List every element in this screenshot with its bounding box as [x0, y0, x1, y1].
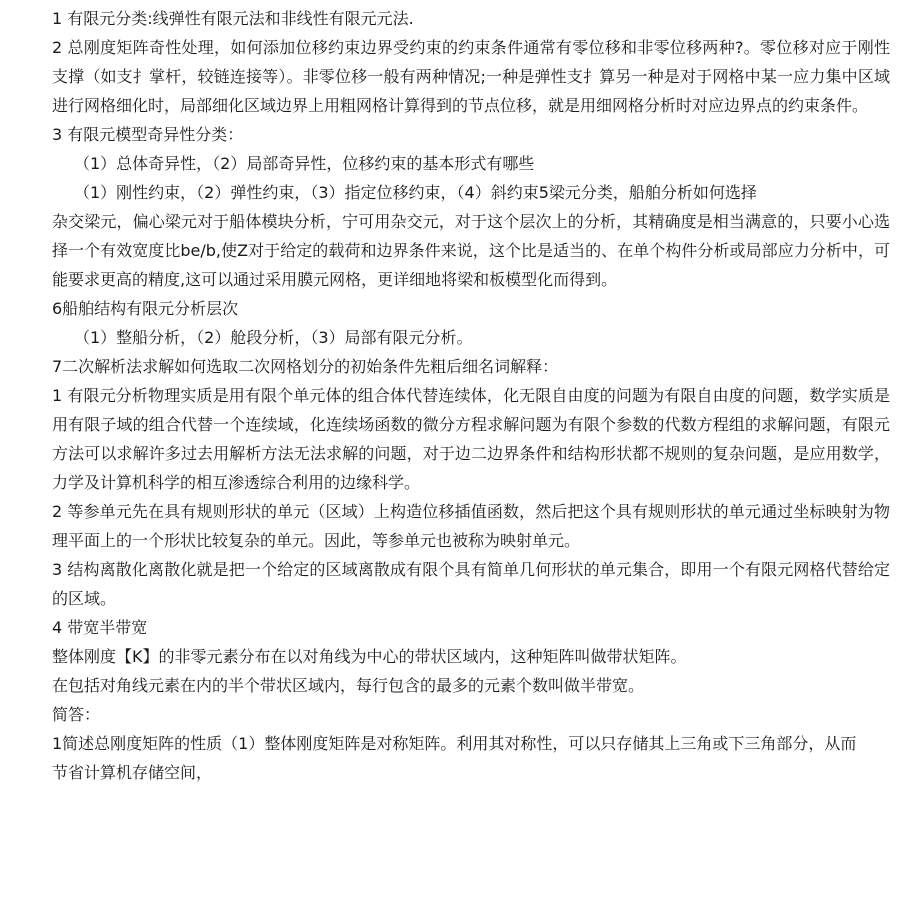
paragraph-singularity-heading: 3 有限元模型奇异性分类： — [52, 125, 244, 144]
document-page — [52, 4, 890, 787]
paragraph-analysis-levels-heading: 6船舶结构有限元分析层次 — [52, 299, 239, 318]
paragraph-stiffness-singularity: 2 总刚度矩阵奇性处理，如何添加位移约束边界受约束的约束条件通常有零位移和非零位移两种?。零位移对应于刚性支撑（如支扌掌杆，较链连接等）。非零位移一般有两种情况;一种是弹性支扌算另一种是对于网格中某一应力集中区域进行网格细化时，局部细化区域边界上用粗网格计算得到的节点位移，就是用细网格分析时对应边界点的约束条件。 — [52, 38, 890, 115]
paragraph-secondary-analysis: 7二次解析法求解如何选取二次网格划分的初始条件先粗后细名词解释： — [52, 357, 559, 376]
paragraph-band-matrix: 整体刚度【K】的非零元素分布在以对角线为中心的带状区域内，这种矩阵叫做带状矩阵。 — [52, 647, 687, 666]
paragraph-storage-saving: 节省计算机存储空间， — [52, 763, 213, 782]
paragraph-stiffness-properties: 1简述总刚度矩阵的性质（1）整体刚度矩阵是对称矩阵。利用其对称性，可以只存储其上三角或下三角部分，从而 — [52, 734, 857, 753]
paragraph-bandwidth-heading: 4 带宽半带宽 — [52, 618, 148, 637]
paragraph-short-answer-heading: 简答： — [52, 705, 101, 724]
paragraph-fem-classification: 1 有限元分类:线弹性有限元法和非线性有限元元法. — [52, 9, 414, 28]
paragraph-discretization: 3 结构离散化离散化就是把一个给定的区域离散成有限个具有简单几何形状的单元集合，即用一个有限元网格代替给定的区域。 — [52, 560, 890, 608]
paragraph-isoparametric: 2 等参单元先在具有规则形状的单元（区域）上构造位移插值函数，然后把这个具有规则形状的单元通过坐标映射为物理平面上的一个形状比较复杂的单元。因此，等参单元也被称为映射单元。 — [52, 502, 890, 550]
paragraph-beam-elements: 杂交梁元，偏心梁元对于船体模块分析，宁可用杂交元，对于这个层次上的分析，其精确度是相当满意的，只要小心选择一个有效宽度比be/b,使Z对于给定的载荷和边界条件来说，这个比是适当的、在单个构件分析或局部应力分析中，可能要求更高的精度,这可以通过采用膜元网格，更详细地将梁和板模型化而得到。 — [52, 212, 890, 289]
paragraph-analysis-levels: （1）整船分析，（2）舱段分析，（3）局部有限元分析。 — [74, 328, 473, 347]
paragraph-half-bandwidth: 在包括对角线元素在内的半个带状区域内，每行包含的最多的元素个数叫做半带宽。 — [52, 676, 645, 695]
paragraph-fem-essence: 1 有限元分析物理实质是用有限个单元体的组合体代替连续体，化无限自由度的问题为有限自由度的问题，数学实质是用有限子域的组合代替一个连续域，化连续场函数的微分方程求解问题为有限个参数的代数方程组的求解问题，有限元方法可以求解许多过去用解析方法无法求解的问题，对于边二边界条件和结构形状都不规则的复杂问题，是应用数学，力学及计算机科学的相互渗透综合利用的边缘科学。 — [52, 386, 890, 492]
paragraph-constraint-types: （1）刚性约束，（2）弹性约束，（3）指定位移约束，（4）斜约束5梁元分类，船舶分析如何选择 — [74, 183, 757, 202]
paragraph-singularity-types: （1）总体奇异性，（2）局部奇异性，位移约束的基本形式有哪些 — [74, 154, 535, 173]
